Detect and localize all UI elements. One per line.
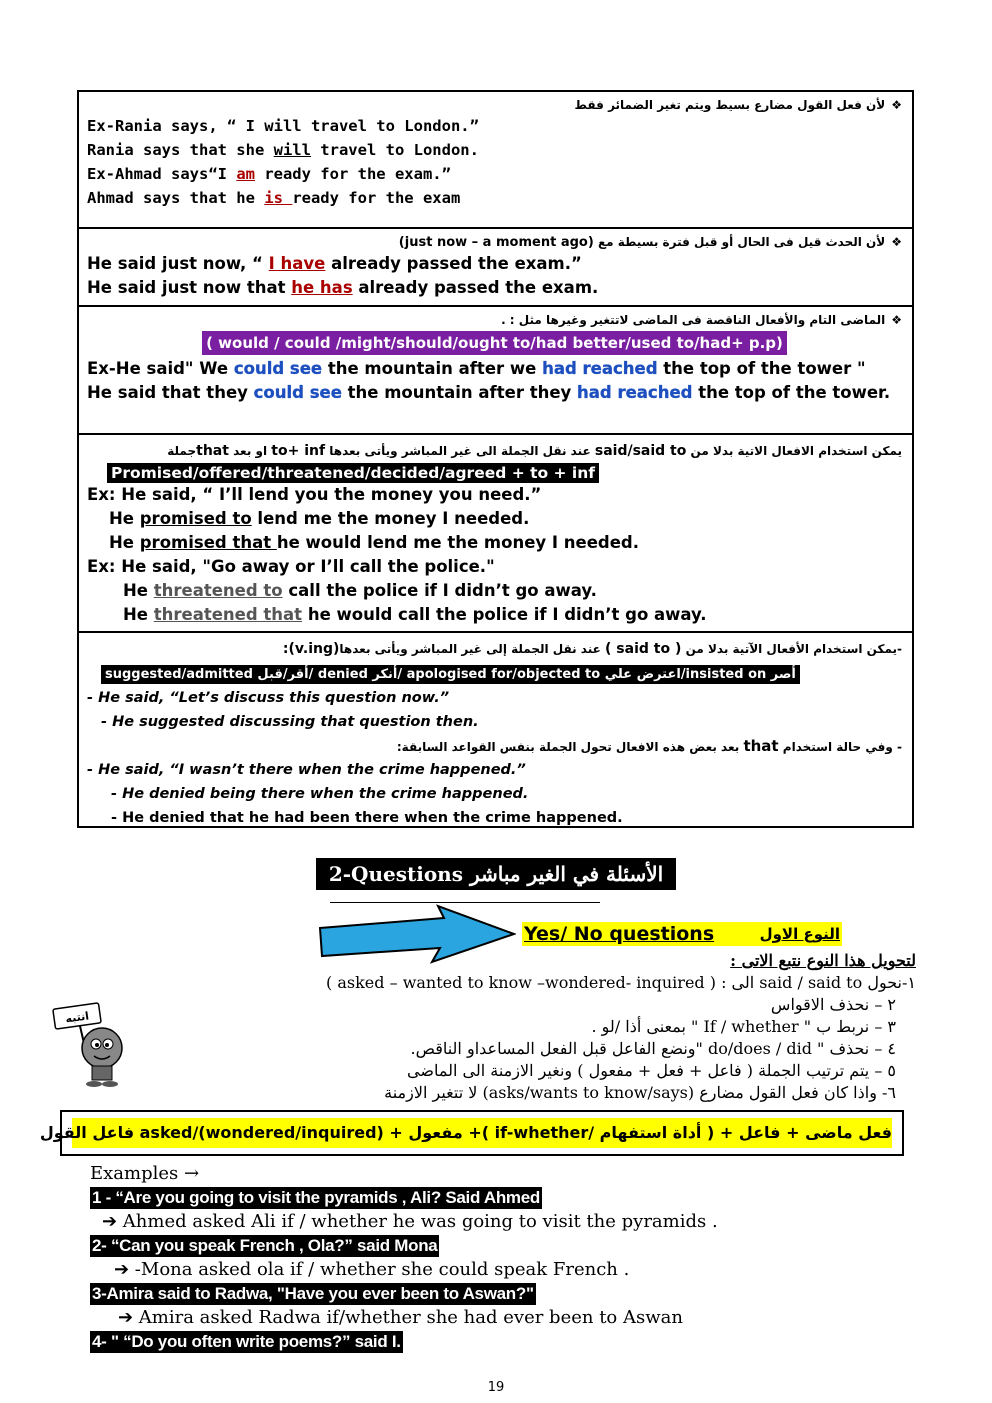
verbs-row bbox=[87, 663, 902, 684]
example-line: He promised that he would lend me the money I needed. bbox=[109, 533, 639, 552]
yes-no-heading bbox=[522, 922, 842, 946]
yes-no-label: Yes/ No questions bbox=[524, 923, 715, 945]
example-answer: ➔ Amira asked Radwa if/whether she had ever been to Aswan bbox=[118, 1307, 683, 1328]
example-line: Ex: He said, "Go away or I’ll call the police." bbox=[87, 557, 495, 576]
rule-note: -يمكن استخدام الأفعال الآتية بدلا من ( said to ) عند نقل الجملة إلى غير المباشر ويأتى بعدها(v.ing): bbox=[282, 641, 902, 657]
example-question: 2- “Can you speak French , Ola?” said Mona bbox=[92, 1236, 438, 1255]
conversion-steps bbox=[156, 950, 916, 1104]
example-question: 3-Amira said to Radwa, "Have you ever been to Aswan?" bbox=[92, 1284, 534, 1303]
examples-heading: Examples → bbox=[90, 1163, 200, 1184]
step-item: ٣ – نربط ب " If / whether " بمعنى أذا /لو . bbox=[591, 1017, 896, 1036]
page-number: 19 bbox=[487, 1380, 505, 1395]
rules-table bbox=[77, 90, 914, 828]
step-item: ٥ – يتم ترتيب الجملة ( فاعل + فعل + مفعول ) ونغير الازمنة الى الماضى bbox=[407, 1061, 896, 1080]
attention-mascot-icon bbox=[50, 1000, 130, 1088]
example-line: - He said, “Let’s discuss this question now.” bbox=[87, 690, 450, 706]
example-line: Rania says that she will travel to London. bbox=[87, 141, 479, 159]
rule-box-v-ing bbox=[79, 633, 912, 826]
examples-section bbox=[90, 1162, 910, 1354]
diamond-bullet-icon: ❖ bbox=[891, 98, 902, 112]
step-item: ٤ – نحذف " do/does / did "ونضع الفاعل قبل الفعل المساعداو الناقص. bbox=[410, 1039, 896, 1058]
rule-note: - وفي حالة استخدام that بعد بعض هذه الافعال تحول الجملة بنفس القواعد السابقة: bbox=[396, 737, 902, 755]
rule-note: ❖الماضى التام والأفعال الناقصة فى الماضى لاتتغير وغيرها مثل : . bbox=[501, 313, 902, 327]
example-line: Ahmad says that he is ready for the exam bbox=[87, 189, 461, 207]
rule-box-past-perfect-modals bbox=[79, 307, 912, 435]
rule-note: يمكن استخدام الافعال الاتية بدلا من said/said to عند نقل الجملة الى غير المباشر ويأتى بعدها to+ inf او بعد thatجملة bbox=[167, 443, 902, 459]
example-line: He threatened to call the police if I didn’t go away. bbox=[123, 581, 597, 600]
step-item: ٢ – نحذف الاقواس bbox=[770, 995, 896, 1014]
example-line: Ex-He said" We could see the mountain after we had reached the top of the tower " bbox=[87, 359, 866, 378]
rule-box-simple-present bbox=[79, 92, 912, 229]
example-question: 4- " “Do you often write poems?” said I. bbox=[92, 1332, 401, 1351]
example-line: Ex: He said, “ I’ll lend you the money you need.” bbox=[87, 485, 542, 504]
example-line: He said just now that he has already passed the exam. bbox=[87, 278, 599, 297]
example-line: He said that they could see the mountain after they had reached the top of the tower. bbox=[87, 383, 891, 402]
rule-note: ❖لأن الحدث قيل فى الحال أو قبل فترة بسيطة مع (just now – a moment ago) bbox=[398, 235, 902, 250]
rule-note: ❖لأن فعل القول مضارع بسيط ويتم تغير الضمائر فقط bbox=[574, 98, 902, 112]
example-answer: ➔ Ahmed asked Ali if / whether he was going to visit the pyramids . bbox=[102, 1211, 718, 1232]
example-answer: ➔ -Mona asked ola if / whether she could speak French . bbox=[114, 1259, 630, 1280]
step-item: ٦- واذا كان فعل القول مضارع (asks/wants to know/says) لا تتغير الازمنة bbox=[384, 1083, 896, 1102]
section-title: 2-Questions الأسئلة في الغير مباشر bbox=[316, 858, 676, 890]
example-line: He promised to lend me the money I needed. bbox=[109, 509, 530, 528]
title-underline bbox=[330, 902, 600, 903]
example-line: Ex-Rania says, “ I will travel to London.” bbox=[87, 117, 479, 135]
steps-heading: لتحويل هذا النوع نتبع الاتى : bbox=[730, 951, 916, 970]
example-line: - He denied being there when the crime happened. bbox=[111, 786, 529, 802]
example-line: - He suggested discussing that question then. bbox=[101, 714, 479, 730]
yes-no-arabic-label: النوع الاول bbox=[759, 925, 840, 943]
modals-list: ( would / could /might/should/ought to/had better/used to/had+ p.p) bbox=[202, 331, 787, 355]
example-line: He threatened that he would call the police if I didn’t go away. bbox=[123, 605, 707, 624]
step-item: ١-نحول said / said to الى : ( asked – wanted to know –wondered- inquired ) bbox=[326, 973, 916, 992]
verbs-list: Promised/offered/threatened/decided/agreed + to + inf bbox=[107, 463, 599, 483]
modals-row bbox=[87, 331, 902, 355]
formula-text: فعل ماضى + فاعل + ( أداة استفهام /if-whether )+ مفعول + (asked/(wondered/inquired فاعل القول bbox=[72, 1118, 892, 1148]
example-line: - He denied that he had been there when the crime happened. bbox=[111, 810, 623, 826]
example-question: 1 - “Are you going to visit the pyramids , Ali? Said Ahmed bbox=[92, 1188, 540, 1207]
rule-box-just-now bbox=[79, 229, 912, 307]
formula-box bbox=[39, 1110, 904, 1156]
rule-box-to-inf bbox=[79, 435, 912, 633]
example-line: He said just now, “ I have already passed the exam.” bbox=[87, 254, 582, 273]
diamond-bullet-icon: ❖ bbox=[891, 313, 902, 327]
diamond-bullet-icon: ❖ bbox=[891, 235, 902, 249]
mascot-sign-text: انتبه bbox=[64, 1009, 90, 1026]
example-line: Ex-Ahmad says“I am ready for the exam.” bbox=[87, 165, 451, 183]
verbs-list: suggested/admitted أقر/قبل/ denied أنكر/ apologised for/objected to اعترض علي/insisted on أصر bbox=[101, 665, 800, 684]
verbs-row bbox=[87, 463, 902, 483]
example-line: - He said, “I wasn’t there when the crime happened.” bbox=[87, 762, 526, 778]
